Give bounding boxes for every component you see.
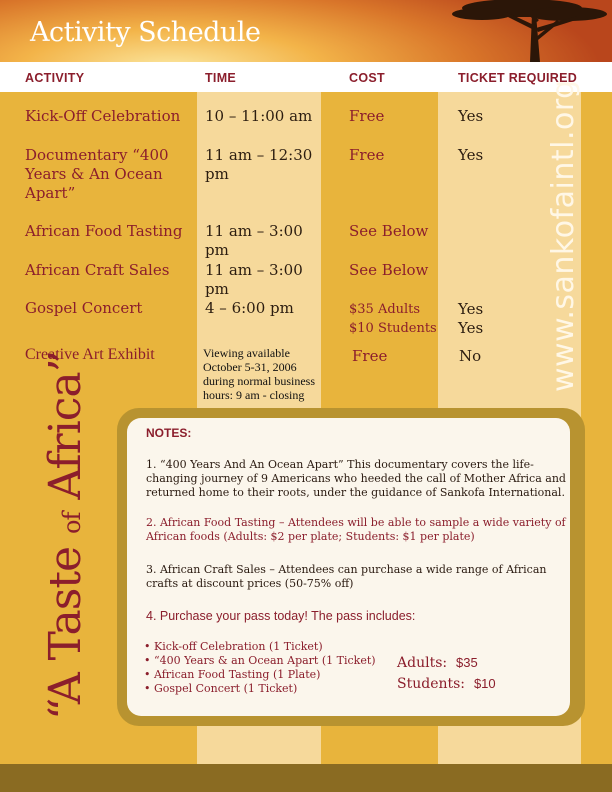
slogan-of: of bbox=[58, 512, 86, 534]
note-3: 3. African Craft Sales – Attendees can purchase a wide range of African crafts at discount prices (50-75% off) bbox=[146, 563, 547, 590]
row-activity: African Food Tasting bbox=[25, 222, 183, 240]
column-header-time: TIME bbox=[205, 71, 237, 85]
list-item: • Kick-off Celebration (1 Ticket) bbox=[144, 640, 323, 653]
row-ticket: Yes bbox=[458, 319, 484, 337]
adults-label: Adults: bbox=[397, 655, 448, 671]
students-amount: $10 bbox=[473, 676, 496, 691]
note-2: 2. African Food Tasting – Attendees will be able to sample a wide variety of African foods (Adults: $2 per plate; Students: $1 per plate) bbox=[146, 516, 566, 543]
page-title: Activity Schedule bbox=[30, 17, 261, 48]
column-header-activity: ACTIVITY bbox=[25, 71, 85, 85]
students-price bbox=[397, 676, 496, 692]
row-ticket: Yes bbox=[458, 107, 484, 125]
row-time: 4 – 6:00 pm bbox=[205, 299, 294, 317]
row-ticket: No bbox=[459, 347, 482, 365]
row-ticket: Yes bbox=[458, 300, 484, 318]
row-activity: Creative Art Exhibit bbox=[25, 346, 155, 363]
row-time-line: Viewing available bbox=[203, 346, 290, 360]
row-time: 11 am – 3:00 pm bbox=[205, 222, 303, 259]
header-banner bbox=[0, 0, 612, 62]
row-time-line: during normal business bbox=[203, 374, 315, 388]
row-activity: Documentary “400 Years & An Ocean Apart” bbox=[25, 146, 169, 202]
website-url: www.sankofaintl.org bbox=[546, 79, 581, 392]
students-label: Students: bbox=[397, 676, 466, 692]
row-cost-adults: $35 Adults bbox=[349, 302, 421, 317]
row-cost: Free bbox=[352, 347, 388, 365]
row-time-line: hours: 9 am - closing bbox=[203, 388, 305, 402]
row-activity: Kick-Off Celebration bbox=[25, 107, 181, 125]
column-header-row bbox=[0, 62, 612, 92]
column-stripe bbox=[581, 92, 612, 764]
list-item: • African Food Tasting (1 Plate) bbox=[144, 668, 321, 681]
footer-bar bbox=[0, 764, 612, 792]
row-cost: Free bbox=[349, 146, 385, 164]
slogan bbox=[40, 351, 91, 720]
note-4: 4. Purchase your pass today! The pass includes: bbox=[146, 609, 416, 623]
row-activity: African Craft Sales bbox=[25, 261, 170, 279]
row-time: 10 – 11:00 am bbox=[205, 107, 313, 125]
row-activity: Gospel Concert bbox=[25, 299, 143, 317]
acacia-tree-icon bbox=[382, 0, 612, 62]
slogan-part: “A Taste bbox=[40, 533, 91, 720]
row-time-line: October 5-31, 2006 bbox=[203, 360, 297, 374]
slogan-part: Africa” bbox=[40, 350, 91, 513]
row-time: 11 am – 3:00 pm bbox=[205, 261, 303, 298]
pass-items-list bbox=[144, 640, 376, 696]
adults-amount: $35 bbox=[456, 655, 478, 670]
column-header-cost: COST bbox=[349, 71, 385, 85]
adults-price bbox=[397, 655, 478, 671]
row-time: 11 am – 12:30 pm bbox=[205, 146, 313, 183]
row-cost: See Below bbox=[349, 222, 429, 240]
note-1: 1. “400 Years And An Ocean Apart” This documentary covers the life-changing journey of 9 Americans who heeded the call of Mother Africa and returned home to their roots, under the guidance of Sankofa International. bbox=[146, 458, 566, 499]
list-item: • Gospel Concert (1 Ticket) bbox=[144, 682, 298, 695]
row-cost: Free bbox=[349, 107, 385, 125]
row-ticket: Yes bbox=[458, 146, 484, 164]
row-cost-students: $10 Students bbox=[349, 321, 437, 336]
row-cost: See Below bbox=[349, 261, 429, 279]
list-item: • “400 Years & an Ocean Apart (1 Ticket) bbox=[144, 654, 376, 667]
notes-title: NOTES: bbox=[146, 426, 192, 440]
column-header-ticket: TICKET REQUIRED bbox=[458, 71, 578, 85]
